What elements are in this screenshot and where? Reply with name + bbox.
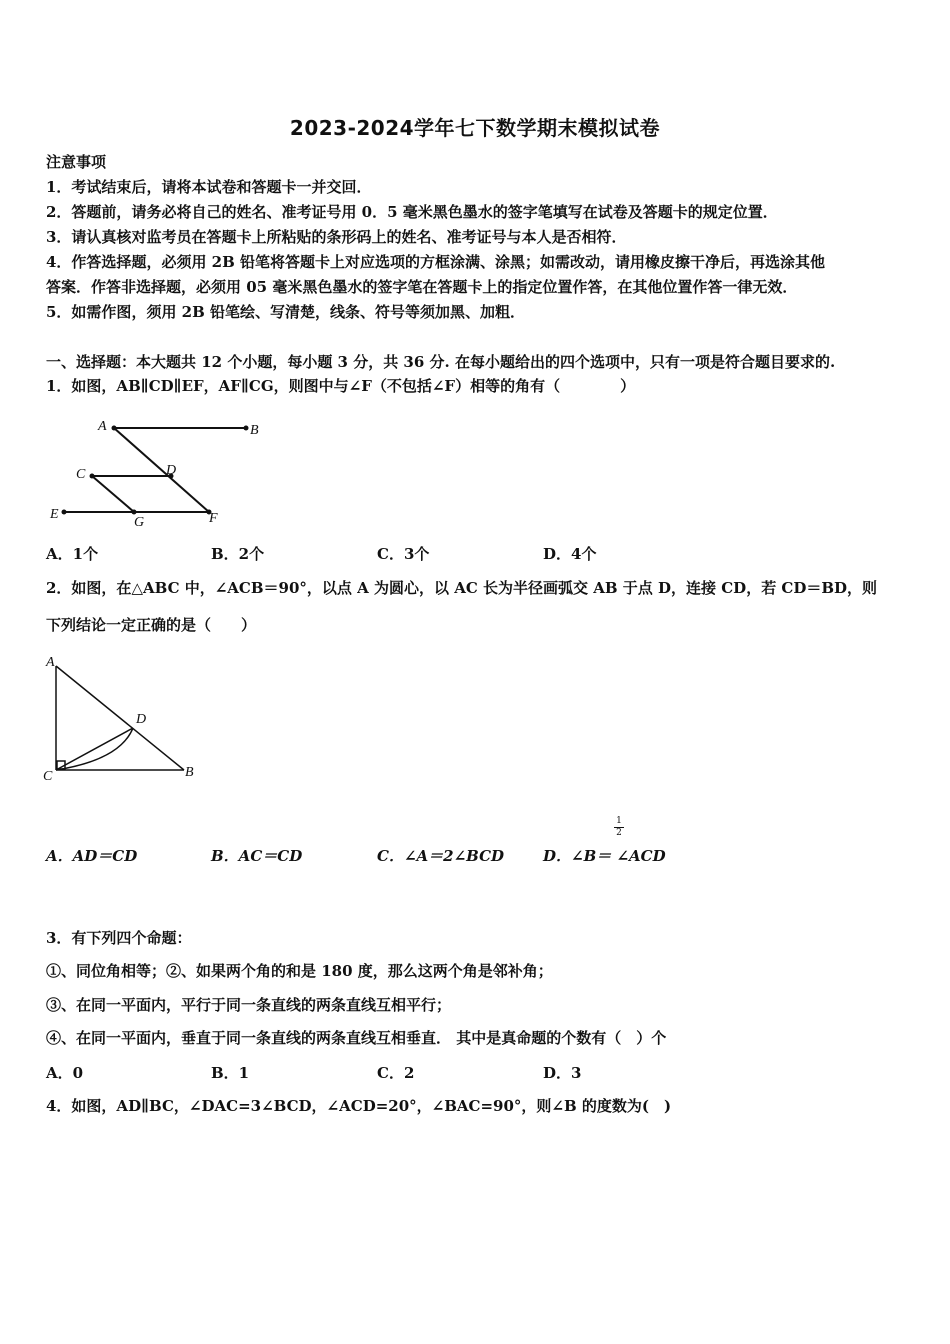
fraction-numerator: 1: [616, 816, 622, 826]
q2-option-b: B．AC＝CD: [211, 847, 303, 865]
label-a: A: [98, 419, 107, 434]
question-3-stem: 3．有下列四个命题：: [46, 929, 192, 947]
q2-option-d: D．∠B＝ ∠ACD: [543, 847, 666, 865]
question-3-line: ③、在同一平面内，平行于同一条直线的两条直线互相平行；: [46, 996, 452, 1014]
label-d: D: [136, 712, 147, 727]
q2-option-a: A．AD＝CD: [46, 847, 138, 865]
question-1-stem: 1．如图，AB∥CD∥EF，AF∥CG，则图中与∠F（不包括∠F）相等的角有（ ）: [46, 377, 636, 395]
line-cg: [92, 476, 134, 512]
q1-option-d: D．4个: [543, 545, 597, 563]
label-d: D: [166, 463, 177, 478]
q1-option-a: A．1个: [46, 545, 99, 563]
point-c: [90, 474, 95, 479]
q3-option-b: B．1: [211, 1064, 250, 1082]
notice-item: 4．作答选择题，必须用 2B 铅笔将答题卡上对应选项的方框涂满、涂黑；如需改动，请用橡皮擦干净后，再选涂其他: [46, 253, 826, 271]
notice-item: 3．请认真核对监考员在答题卡上所粘贴的条形码上的姓名、准考证号与本人是否相符．: [46, 228, 627, 246]
notice-heading: 注意事项: [46, 153, 107, 171]
question-1-figure: [46, 412, 286, 532]
q2-option-c: C．∠A＝2∠BCD: [377, 847, 505, 865]
line-cd: [56, 728, 133, 770]
notice-item: 1．考试结束后，请将本试卷和答题卡一并交回．: [46, 178, 372, 196]
question-2-stem-line2: 下列结论一定正确的是（ ）: [46, 616, 257, 634]
line-af: [114, 428, 209, 512]
q1-option-b: B．2个: [211, 545, 265, 563]
question-3-line: ①、同位角相等；②、如果两个角的和是 180 度，那么这两个角是邻补角；: [46, 962, 553, 980]
question-4-stem: 4．如图，AD∥BC，∠DAC=3∠BCD，∠ACD=20°，∠BAC=90°，则∠B 的度数为( ): [46, 1097, 672, 1115]
notice-item: 5．如需作图，须用 2B 铅笔绘、写清楚，线条、符号等须加黑、加粗．: [46, 303, 525, 321]
page-title: 2023-2024学年七下数学期末模拟试卷: [289, 116, 661, 140]
label-c: C: [76, 467, 86, 482]
section-heading: 一、选择题：本大题共 12 个小题，每小题 3 分，共 36 分. 在每小题给出的四个选项中，只有一项是符合题目要求的.: [46, 353, 836, 371]
label-b: B: [250, 423, 259, 438]
line-ab: [56, 666, 184, 770]
label-b: B: [185, 765, 194, 780]
q3-option-a: A．0: [46, 1064, 84, 1082]
fraction-half: [614, 816, 624, 838]
label-a: A: [46, 655, 55, 670]
label-c: C: [43, 769, 53, 784]
notice-item: 答案．作答非选择题，必须用 05 毫米黑色墨水的签字笔在答题卡上的指定位置作答，在其他位置作答一律无效．: [46, 278, 798, 296]
notice-item: 2．答题前，请务必将自己的姓名、准考证号用 0．5 毫米黑色墨水的签字笔填写在试卷及答题卡的规定位置．: [46, 203, 778, 221]
q3-option-d: D．3: [543, 1064, 582, 1082]
question-2-stem-line1: 2．如图，在△ABC 中，∠ACB＝90°，以点 A 为圆心，以 AC 长为半径画弧交 AB 于点 D，连接 CD，若 CD＝BD，则: [46, 579, 878, 597]
q1-option-c: C．3个: [377, 545, 430, 563]
label-f: F: [209, 511, 218, 526]
label-e: E: [50, 507, 59, 522]
point-g: [132, 510, 137, 515]
q3-option-c: C．2: [377, 1064, 415, 1082]
question-2-figure: [40, 650, 210, 790]
fraction-denominator: 2: [614, 827, 624, 838]
point-b: [244, 426, 249, 431]
point-a: [112, 426, 117, 431]
question-3-line: ④、在同一平面内，垂直于同一条直线的两条直线互相垂直． 其中是真命题的个数有（ ）个: [46, 1029, 667, 1047]
point-e: [62, 510, 67, 515]
label-g: G: [134, 515, 145, 530]
